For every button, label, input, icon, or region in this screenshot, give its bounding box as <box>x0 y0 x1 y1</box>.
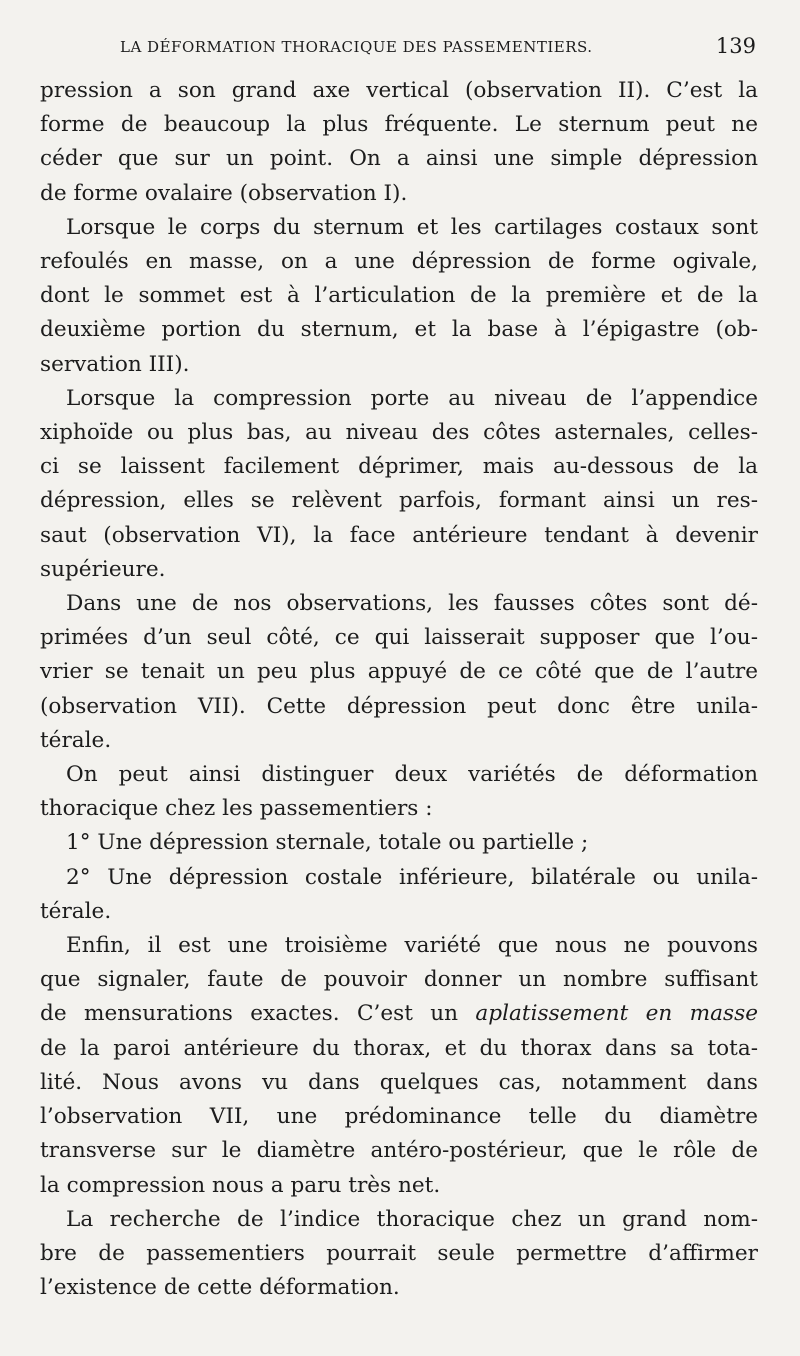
paragraph-1 <box>40 74 758 211</box>
text-line: dont le sommet est à l’articulation de la première et de la <box>40 283 758 309</box>
text-line: primées d’un seul côté, ce qui laisserait supposer que l’ou- <box>40 625 758 651</box>
text-line: de forme ovalaire (observation I). <box>40 180 408 206</box>
text-fragment: de mensurations exactes. C’est un <box>40 1001 476 1027</box>
paragraph-4 <box>40 587 758 758</box>
page-number: 139 <box>715 34 756 58</box>
text-line: vrier se tenait un peu plus appuyé de ce côté que de l’autre <box>40 659 758 685</box>
text-line: dépression, elles se relèvent parfois, formant ainsi un res- <box>40 488 758 514</box>
text-line: de la paroi antérieure du thorax, et du thorax dans sa tota- <box>40 1035 758 1061</box>
text-line: Lorsque la compression porte au niveau de l’appendice <box>66 385 758 411</box>
text-line: térale. <box>40 898 112 924</box>
text-line: deuxième portion du sternum, et la base à l’épigastre (ob- <box>40 317 758 343</box>
text-line: bre de passementiers pourrait seule permettre d’affirmer <box>40 1240 758 1266</box>
paragraph-3 <box>40 382 758 587</box>
text-line: On peut ainsi distinguer deux variétés de déformation <box>66 762 758 788</box>
text-line: ci se laissent facilement déprimer, mais au-dessous de la <box>40 454 758 480</box>
text-line: La recherche de l’indice thoracique chez un grand nom- <box>66 1206 758 1232</box>
text-line: la compression nous a paru très net. <box>40 1172 441 1198</box>
text-line: thoracique chez les passementiers : <box>40 796 433 822</box>
paragraph-2 <box>40 211 758 382</box>
text-line: saut (observation VI), la face antérieure tendant à devenir <box>40 522 758 548</box>
list-item-2 <box>40 861 758 929</box>
text-line: 2° Une dépression costale inférieure, bilatérale ou unila- <box>66 864 758 890</box>
page-header <box>0 36 800 60</box>
text-line: pression a son grand axe vertical (observation II). C’est la <box>40 78 758 103</box>
text-line: supérieure. <box>40 556 166 582</box>
text-line: transverse sur le diamètre antéro-postérieur, que le rôle de <box>40 1138 758 1164</box>
running-title: LA DÉFORMATION THORACIQUE DES PASSEMENTIERS. <box>120 38 593 56</box>
text-line: l’existence de cette déformation. <box>40 1275 400 1301</box>
text-line: Dans une de nos observations, les fausses côtes sont dé- <box>66 591 758 617</box>
paragraph-5 <box>40 758 758 826</box>
text-line: que signaler, faute de pouvoir donner un nombre suffisant <box>40 967 758 993</box>
page-body <box>40 74 758 1305</box>
text-line: Enfin, il est une troisième variété que nous ne pouvons <box>66 933 758 959</box>
text-line: l’observation VII, une prédominance telle du diamètre <box>40 1104 758 1130</box>
text-line <box>40 997 758 1031</box>
text-line: xiphoïde ou plus bas, au niveau des côtes asternales, celles- <box>40 420 758 446</box>
list-item-1 <box>40 826 758 860</box>
text-line: céder que sur un point. On a ainsi une simple dépression <box>40 146 758 172</box>
text-line: servation III). <box>40 351 190 377</box>
paragraph-7 <box>40 1203 758 1306</box>
text-line: Lorsque le corps du sternum et les cartilages costaux sont <box>66 214 758 240</box>
text-line: lité. Nous avons vu dans quelques cas, notamment dans <box>40 1069 758 1095</box>
text-line: refoulés en masse, on a une dépression de forme ogivale, <box>40 249 758 275</box>
emphasis-text: aplatissement en masse <box>475 1001 758 1027</box>
text-line: (observation VII). Cette dépression peut donc être unila- <box>40 693 758 719</box>
text-line: 1° Une dépression sternale, totale ou partielle ; <box>66 830 589 856</box>
text-line: térale. <box>40 727 112 753</box>
text-line: forme de beaucoup la plus fréquente. Le sternum peut ne <box>40 112 758 138</box>
paragraph-6 <box>40 929 758 1203</box>
